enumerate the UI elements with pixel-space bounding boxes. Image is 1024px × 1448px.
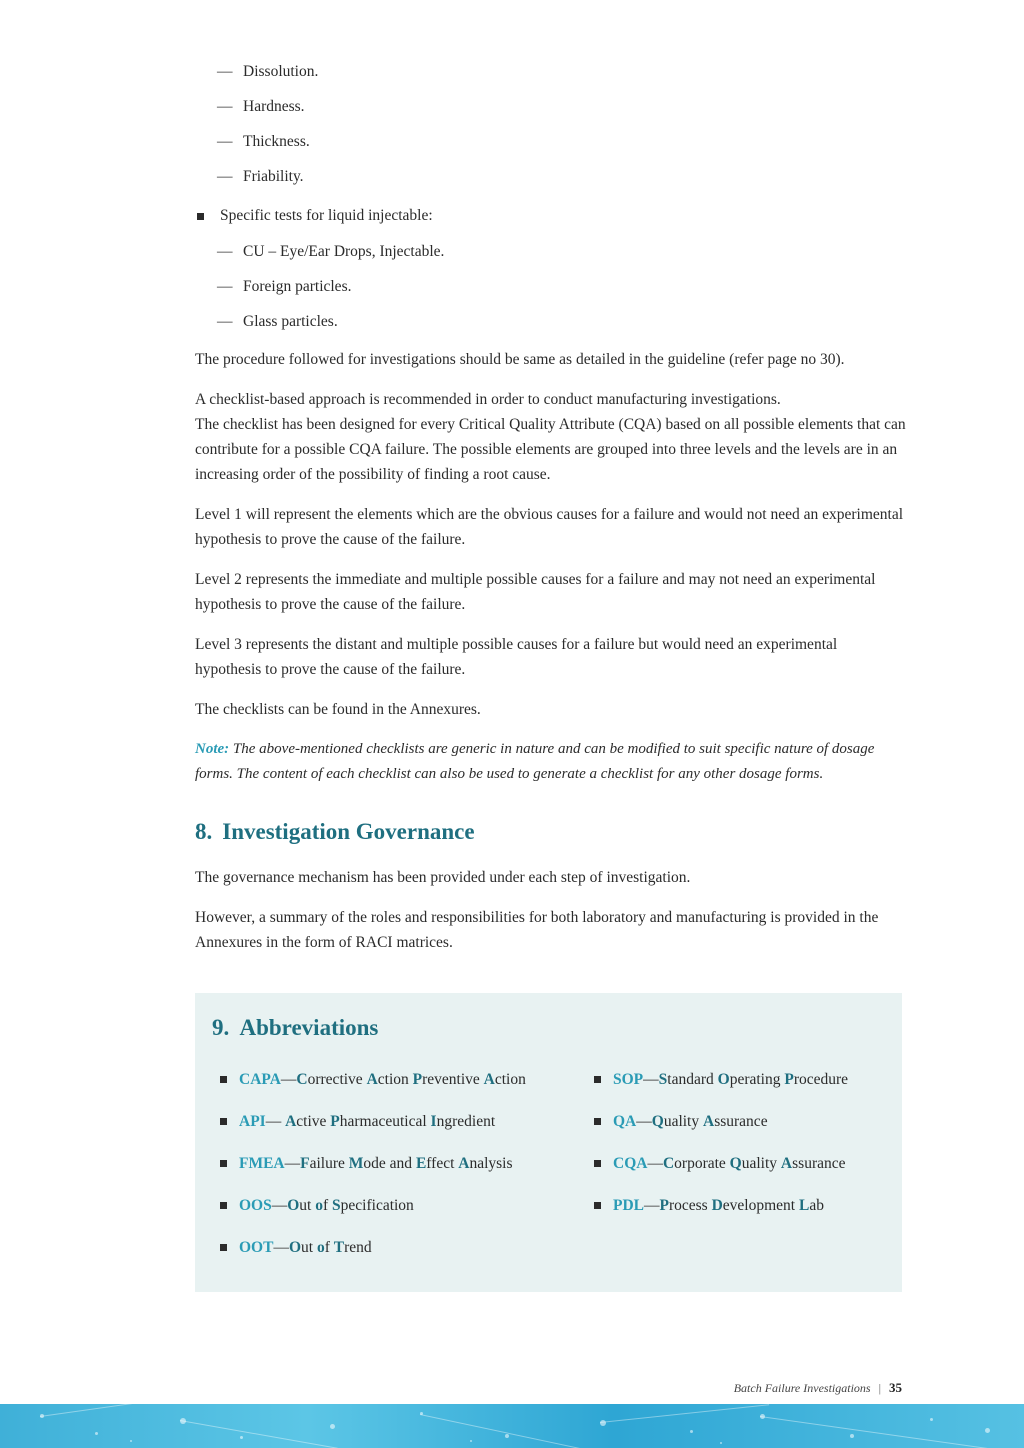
abbreviation-initial: A [458,1155,470,1172]
paragraph-level-1: Level 1 will represent the elements which are the obvious causes for a failure and would not need an experimental hypothesis to prove the cause of the failure. [195,506,904,548]
square-bullet-icon [594,1202,601,1209]
abbreviation-text [239,1110,495,1134]
abbreviation-dash: — [271,1197,288,1214]
decorative-dot [240,1436,243,1439]
abbreviation-word-rest: rocess [668,1197,712,1214]
abbreviation-word-rest: f [322,1197,333,1214]
abbreviation-initial: S [332,1197,341,1214]
abbreviation-word-rest: evelopment [722,1197,799,1214]
square-bullet-icon [197,213,204,220]
abbreviation-text [239,1068,526,1092]
abbreviation-item-sop [594,1068,848,1110]
abbreviation-word-rest: ction [377,1071,413,1088]
abbreviation-word-rest: reventive [422,1071,484,1088]
decorative-dot [690,1430,693,1433]
abbreviation-initial: C [296,1071,308,1088]
abbreviation-dash: — [265,1113,286,1130]
square-bullet-icon [594,1160,601,1167]
abbreviation-initial: L [798,1197,810,1214]
abbreviation-word-rest: ction [494,1071,526,1088]
abbreviation-item-qa [594,1110,848,1152]
abbreviation-initial: P [330,1113,340,1130]
abbreviation-text [613,1068,848,1092]
decorative-dot [330,1424,335,1429]
abbreviation-initial: A [366,1071,378,1088]
decorative-dot [985,1428,990,1433]
abbreviation-word-rest: ffect [426,1155,459,1172]
abbreviation-item-oos [220,1194,526,1236]
abbreviation-word-rest: nalysis [469,1155,513,1172]
abbreviation-dash: — [644,1197,660,1214]
abbreviations-left-column [220,1068,526,1278]
abbreviation-word-rest: perating [729,1071,785,1088]
abbreviation-word-rest: rocedure [793,1071,849,1088]
dash-bullet: — [217,133,233,150]
list-item: — Hardness. [217,98,305,115]
abbreviation-text [239,1152,513,1176]
abbreviation-word-rest: harmaceutical [339,1113,431,1130]
dash-bullet: — [217,168,233,185]
abbreviation-initial: O [287,1197,300,1214]
abbreviation-text [239,1194,414,1218]
page-content [195,62,907,970]
abbreviation-initial: Q [729,1155,742,1172]
abbreviation-initial: C [662,1155,675,1172]
governance-paragraph-1: The governance mechanism has been provided under each step of investigation. [195,869,691,886]
abbreviation-word-rest: uality [663,1113,703,1130]
decorative-line [420,1414,606,1448]
abbreviation-initial: O [288,1239,302,1256]
abbreviation-word-rest: ode and [363,1155,416,1172]
list-item: — Glass particles. [217,313,338,330]
decorative-dot [930,1418,933,1421]
square-bullet-icon [220,1076,227,1083]
decorative-dot [505,1434,509,1438]
abbreviation-word-rest: ngredient [436,1113,496,1130]
abbreviation-word-rest: uality [741,1155,781,1172]
footer-separator: | [878,1380,881,1395]
abbreviation-item-pdl [594,1194,848,1236]
abbreviation-initial: E [415,1155,427,1172]
section-9-heading: 9. Abbreviations [212,1015,379,1040]
list-item: — CU – Eye/Ear Drops, Injectable. [217,243,445,260]
list-item: — Friability. [217,168,304,185]
square-bullet-icon [220,1202,227,1209]
list-item: — Foreign particles. [217,278,352,295]
paragraph-annexures: The checklists can be found in the Annexures. [195,701,481,718]
liquid-tests-list [217,242,907,347]
abbreviation-item-api [220,1110,526,1152]
abbreviations-box [195,993,902,1292]
abbreviation-dash: — [273,1239,289,1256]
abbreviation-item-fmea [220,1152,526,1194]
abbreviation-word-rest: ctive [296,1113,331,1130]
decorative-dot [470,1440,472,1442]
decorative-line [180,1420,338,1448]
note-paragraph: Note: The above-mentioned checklists are generic in nature and can be modified to suit specific nature of dosage forms. The content of each checklist can also be used to generate a checklist for any other dosage forms. [195,741,875,782]
abbreviation-word-rest: pecification [340,1197,414,1214]
abbreviation-code: OOS [239,1197,272,1214]
decorative-dot [850,1434,854,1438]
abbreviation-code: QA [613,1113,637,1130]
governance-paragraph-2: However, a summary of the roles and responsibilities for both laboratory and manufacturing is provided in the Annexures in the form of RACI matrices. [195,909,879,951]
abbreviation-dash: — [636,1113,652,1130]
list-item: — Thickness. [217,133,310,150]
square-bullet-icon [220,1160,227,1167]
abbreviations-right-column [594,1068,848,1236]
abbreviation-word-rest: rend [344,1239,372,1256]
paragraph-level-2: Level 2 represents the immediate and multiple possible causes for a failure and may not need an experimental hypothesis to prove the cause of the failure. [195,571,876,613]
abbreviation-word-rest: ailure [309,1155,349,1172]
liquid-heading-item: Specific tests for liquid injectable: [195,206,907,242]
abbreviation-code: OOT [239,1239,274,1256]
dash-bullet: — [217,243,233,260]
abbreviation-word-rest: ut [299,1197,316,1214]
decorative-dot [95,1432,98,1435]
abbreviation-code: API [239,1113,266,1130]
abbreviation-initial: T [333,1239,345,1256]
tablet-tests-list [217,62,907,202]
abbreviation-dash: — [647,1155,663,1172]
note-label: Note: [195,741,230,757]
abbreviation-code: SOP [613,1071,644,1088]
decorative-line [760,1416,988,1448]
decorative-footer-band [0,1404,1024,1448]
abbreviation-dash: — [280,1071,297,1088]
abbreviation-word-rest: orrective [307,1071,367,1088]
abbreviation-code: PDL [613,1197,644,1214]
square-bullet-icon [220,1118,227,1125]
abbreviation-initial: A [780,1155,793,1172]
dash-bullet: — [217,313,233,330]
abbreviation-word-rest: ssurance [792,1155,846,1172]
abbreviation-initial: A [285,1113,297,1130]
dash-bullet: — [217,98,233,115]
abbreviation-text [613,1152,846,1176]
dash-bullet: — [217,278,233,295]
abbreviation-word-rest: tandard [667,1071,718,1088]
abbreviation-code: CQA [613,1155,648,1172]
abbreviation-code: FMEA [239,1155,285,1172]
abbreviation-code: CAPA [239,1071,281,1088]
section-8-heading: 8. Investigation Governance [195,819,475,844]
abbreviation-initial: O [717,1071,730,1088]
abbreviation-text [613,1110,768,1134]
abbreviation-initial: P [784,1071,794,1088]
decorative-dot [720,1442,722,1444]
abbreviation-initial: P [412,1071,423,1088]
decorative-line [600,1404,769,1423]
abbreviation-item-cqa [594,1152,848,1194]
abbreviation-initial: F [300,1155,310,1172]
abbreviation-initial: A [483,1071,495,1088]
square-bullet-icon [594,1118,601,1125]
abbreviation-item-oot [220,1236,526,1278]
abbreviation-initial: P [659,1197,669,1214]
abbreviation-initial: D [711,1197,723,1214]
list-item: — Dissolution. [217,63,319,80]
paragraph-level-3: Level 3 represents the distant and multiple possible causes for a failure but would need an experimental hypothesis to prove the cause of the failure. [195,636,838,678]
abbreviation-initial: Q [651,1113,664,1130]
abbreviation-initial: o [315,1197,323,1214]
page-footer [734,1380,902,1396]
abbreviation-item-capa [220,1068,526,1110]
paragraph-procedure: The procedure followed for investigations should be same as detailed in the guideline (refer page no 30). [195,351,845,368]
abbreviation-word-rest: ab [809,1197,824,1214]
abbreviation-initial: S [658,1071,668,1088]
dash-bullet: — [217,63,233,80]
abbreviation-word-rest: f [324,1239,334,1256]
abbreviation-dash: — [284,1155,301,1172]
page-number: 35 [889,1380,902,1395]
footer-title: Batch Failure Investigations [733,1380,871,1395]
decorative-line [40,1404,189,1417]
paragraph-checklist: A checklist-based approach is recommended in order to conduct manufacturing investigations. The checklist has been designed for every Critical Quality Attribute (CQA) based on all possible elements that can contribute for a possible CQA failure. The possible elements are grouped into three levels and the levels are in an increasing order of the possibility of finding a root cause. [195,391,906,483]
abbreviation-initial: o [316,1239,325,1256]
abbreviation-initial: A [703,1113,715,1130]
abbreviation-dash: — [643,1071,659,1088]
decorative-dot [130,1440,132,1442]
abbreviation-word-rest: orporate [674,1155,730,1172]
abbreviation-text [613,1194,824,1218]
abbreviation-word-rest: ssurance [714,1113,768,1130]
abbreviation-word-rest: ut [301,1239,317,1256]
abbreviation-initial: I [430,1113,437,1130]
square-bullet-icon [594,1076,601,1083]
square-bullet-icon [220,1244,227,1251]
abbreviation-initial: M [348,1155,364,1172]
abbreviation-text [239,1236,372,1260]
